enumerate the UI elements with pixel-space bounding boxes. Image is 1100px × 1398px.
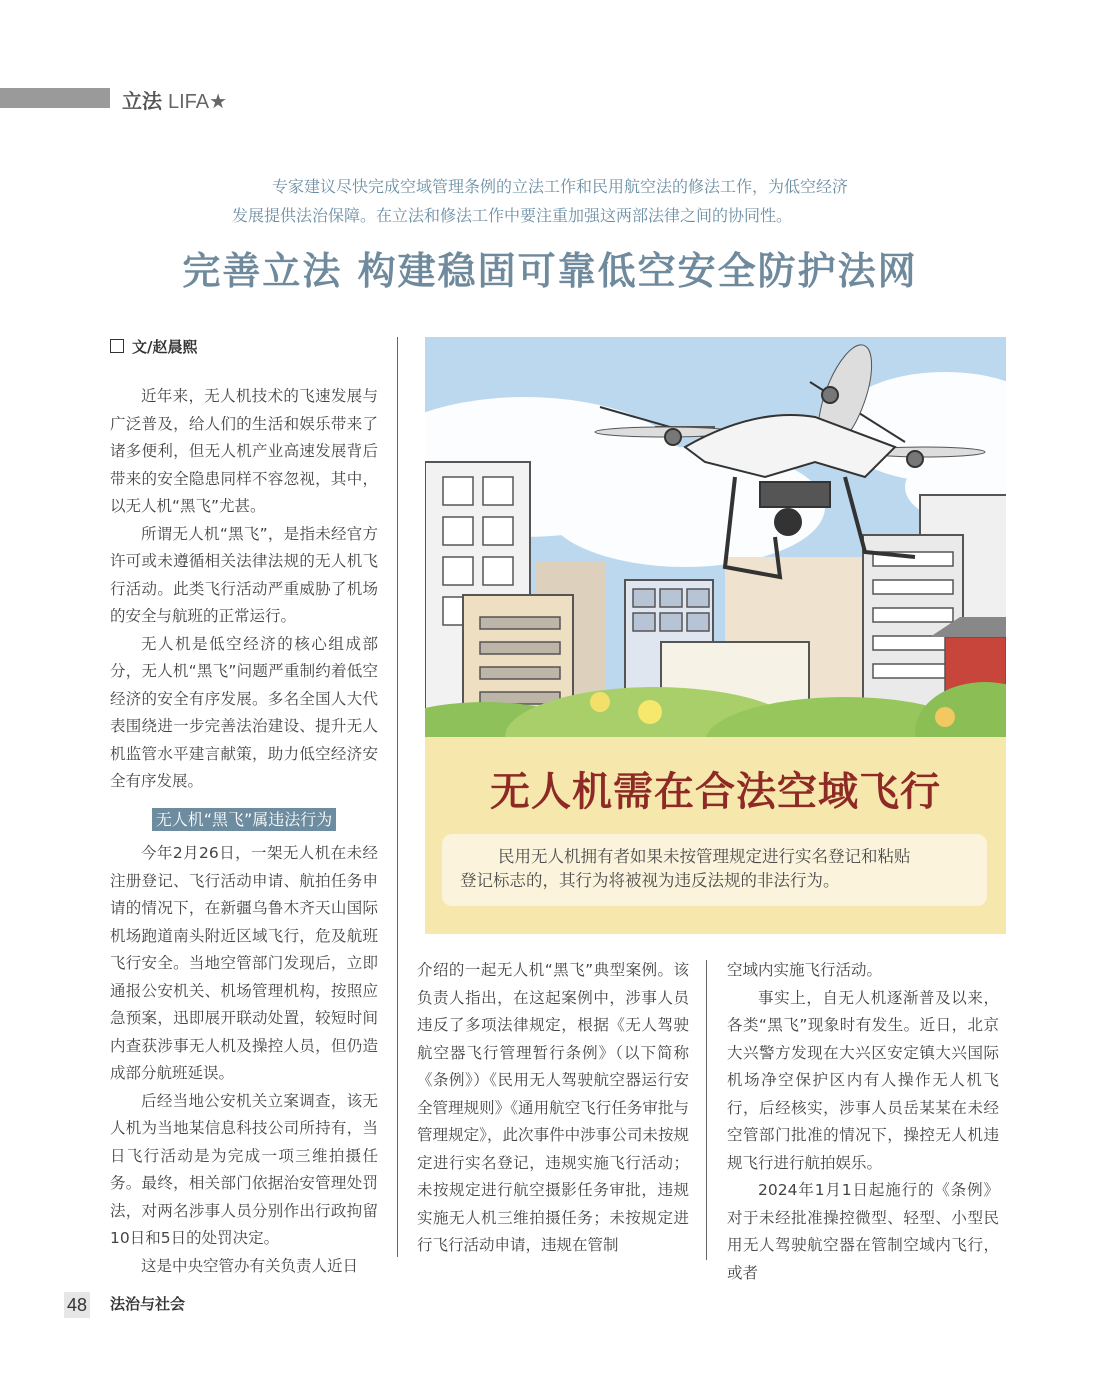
lead-line-1: 专家建议尽快完成空域管理条例的立法工作和民用航空法的修法工作，为低空经济 bbox=[272, 177, 849, 196]
paragraph: 空域内实施飞行活动。 bbox=[727, 961, 883, 979]
illustration-title: 无人机需在合法空域飞行 bbox=[490, 768, 941, 815]
subheading-text: 无人机“黑飞”属违法行为 bbox=[152, 808, 337, 831]
section-name-cn: 立法 bbox=[122, 89, 162, 113]
caption-line-2: 登记标志的，其行为将被视为违反法规的非法行为。 bbox=[460, 871, 840, 890]
section-bar bbox=[0, 88, 110, 108]
lead-line-2: 发展提供法治保障。在立法和修法工作中要注重加强这两部法律之间的协同性。 bbox=[232, 206, 793, 225]
illustration-caption bbox=[460, 845, 980, 893]
paragraph: 后经当地公安机关立案调查，该无人机为当地某信息科技公司所持有，当日飞行活动是为完成一项三维拍摄任务。最终，相关部门依据治安管理处罚法，对两名涉事人员分别作出行政拘留10日和5日的处罚决定。 bbox=[110, 1091, 378, 1247]
star-icon: ★ bbox=[209, 91, 228, 113]
author: 文/赵晨熙 bbox=[132, 338, 198, 356]
paragraph: 无人机是低空经济的核心组成部分，无人机“黑飞”问题严重制约着低空经济的安全有序发展。多名全国人大代表围绕进一步完善法治建设、提升无人机监管水平建言献策，助力低空经济安全有序发展。 bbox=[110, 634, 378, 790]
subheading bbox=[110, 806, 378, 835]
column-2 bbox=[417, 957, 689, 1260]
section-name-en: LIFA bbox=[168, 91, 210, 113]
page-number: 48 bbox=[64, 1292, 90, 1318]
paragraph: 近年来，无人机技术的飞速发展与广泛普及，给人们的生活和娱乐带来了诸多便利，但无人机产业高速发展背后带来的安全隐患同样不容忽视，其中，以无人机“黑飞”尤甚。 bbox=[110, 387, 378, 515]
paragraph: 所谓无人机“黑飞”，是指未经官方许可或未遵循相关法律法规的无人机飞行活动。此类飞行活动严重威胁了机场的安全与航班的正常运行。 bbox=[110, 524, 378, 625]
lead-paragraph bbox=[232, 172, 892, 230]
byline bbox=[110, 336, 197, 357]
square-icon bbox=[110, 339, 124, 353]
paragraph: 这是中央空管办有关负责人近日 bbox=[141, 1256, 359, 1275]
paragraph: 事实上，自无人机逐渐普及以来，各类“黑飞”现象时有发生。近日，北京大兴警方发现在大兴区安定镇大兴国际机场净空保护区内有人操作无人机飞行，后经核实，涉事人员岳某某在未经空管部门批准的情况下，操控无人机违规飞行进行航拍娱乐。 bbox=[727, 988, 999, 1172]
section-label bbox=[122, 85, 227, 114]
paragraph: 今年2月26日，一架无人机在未经注册登记、飞行活动申请、航拍任务申请的情况下，在新疆乌鲁木齐天山国际机场跑道南头附近区域飞行，危及航班飞行安全。当地空管部门发现后，立即通报公安机关、机场管理机构，按照应急预案，迅即展开联动处置，较短时间内查获涉事无人机及操控人员，但仍造成部分航班延误。 bbox=[110, 844, 378, 1082]
column-3 bbox=[727, 957, 999, 1287]
column-divider bbox=[706, 960, 707, 1260]
magazine-name: 法治与社会 bbox=[110, 1295, 186, 1313]
paragraph: 介绍的一起无人机“黑飞”典型案例。该负责人指出，在这起案例中，涉事人员违反了多项法律规定，根据《无人驾驶航空器飞行管理暂行条例》（以下简称《条例》）《民用无人驾驶航空器运行安全管理规则》《通用航空飞行任务审批与管理规定》，此次事件中涉事公司未按规定进行实名登记，违规实施飞行活动；未按规定进行航空摄影任务审批，违规实施无人机三维拍摄任务；未按规定进行飞行活动申请，违规在管制 bbox=[417, 961, 689, 1254]
caption-line-1: 民用无人机拥有者如果未按管理规定进行实名登记和粘贴 bbox=[498, 847, 911, 866]
column-divider bbox=[397, 337, 398, 1257]
column-1 bbox=[110, 383, 378, 1280]
paragraph: 2024年1月1日起施行的《条例》对于未经批准操控微型、轻型、小型民用无人驾驶航空器在管制空域内飞行，或者 bbox=[727, 1181, 999, 1282]
article-title: 完善立法 构建稳固可靠低空安全防护法网 bbox=[182, 249, 918, 293]
